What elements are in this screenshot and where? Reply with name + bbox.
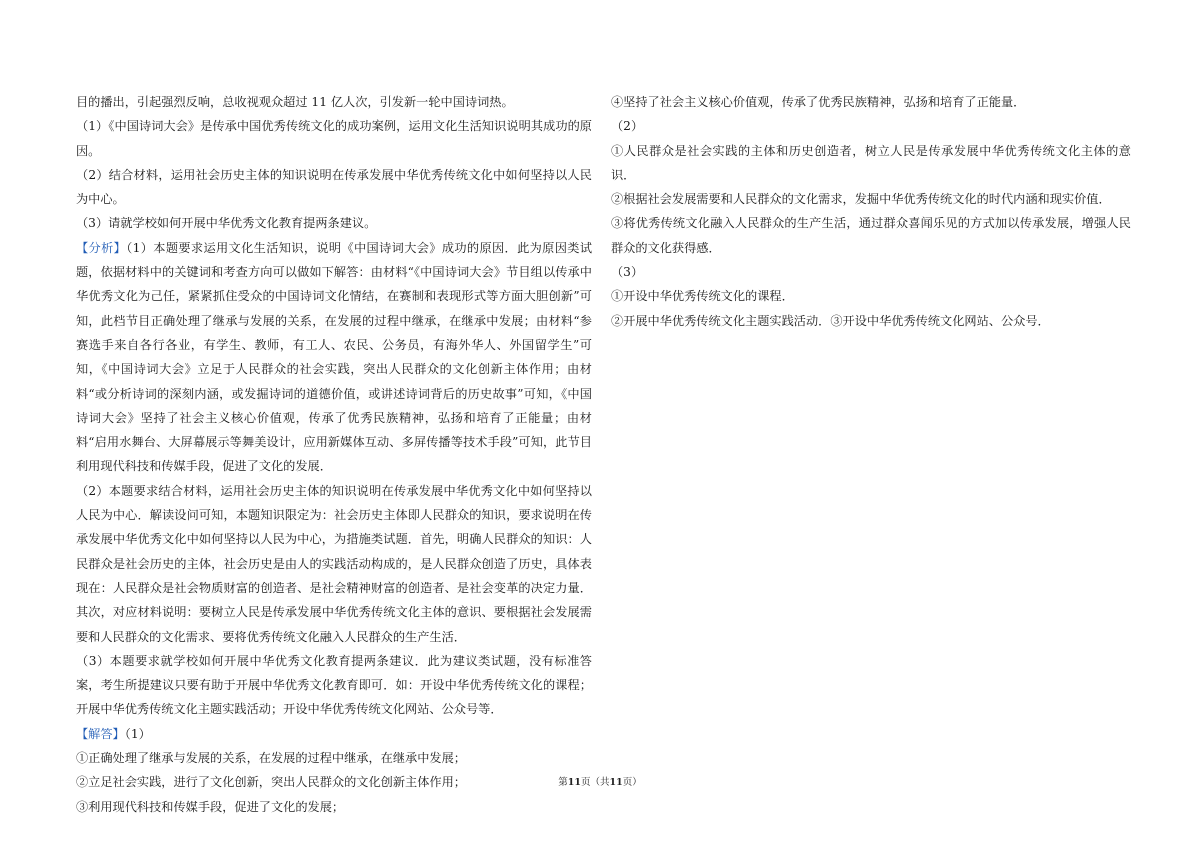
- right-column: [611, 90, 1131, 333]
- part2-item-3: ③将优秀传统文化融入人民群众的生产生活，通过群众喜闻乐见的方式加以传承发展，增强人民群众的文化获得感．: [611, 216, 1131, 255]
- answer-part-1-label: （1）: [124, 726, 151, 741]
- analysis-text-1: （1）本题要求运用文化生活知识，说明《中国诗词大会》成功的原因．此为原因类试题，依据材料中的关键词和考查方向可以做如下解答：由材料“《中国诗词大会》节目组以传承中华优秀文化为己任，紧紧抓住受众的中国诗词文化情结，在赛制和表现形式等方面大胆创新”可知，此档节目正确处理了继承与发展的关系，在发展的过程中继承，在继承中发展；由材料“参赛选手来自各行各业，有学生、教师，有工人、农民、公务员，有海外华人、外国留学生”可知，《中国诗词大会》立足于人民群众的社会实践，突出人民群众的文化创新主体作用；由材料“或分析诗词的深刻内涵，或发掘诗词的道德价值，或讲述诗词背后的历史故事”可知，《中国诗词大会》坚持了社会主义核心价值观，传承了优秀民族精神，弘扬和培育了正能量；由材料“启用水舞台、大屏幕展示等舞美设计，应用新媒体互动、多屏传播等技术手段”可知，此节目利用现代科技和传媒手段，促进了文化的发展．: [76, 240, 593, 474]
- answer-item-4: ④坚持了社会主义核心价值观，传承了优秀民族精神，弘扬和培育了正能量．: [611, 95, 1026, 109]
- question-2: （2）结合材料，运用社会历史主体的知识说明在传承发展中华优秀传统文化中如何坚持以人民为中心。: [76, 167, 592, 207]
- analysis-tag: 【分析】: [76, 240, 127, 255]
- answer-heading: [76, 722, 592, 746]
- footer-page-number: 11: [567, 777, 581, 788]
- page-footer: [0, 774, 1200, 788]
- question-1: （1）《中国诗词大会》是传承中国优秀传统文化的成功案例，运用文化生活知识说明其成功的原因。: [76, 119, 592, 158]
- analysis-paragraph-1: [76, 236, 592, 479]
- question-3: （3）请就学校如何开展中华优秀文化教育提两条建议。: [76, 216, 377, 231]
- footer-middle: 页（共: [580, 777, 610, 788]
- footer-prefix: 第: [558, 777, 568, 788]
- answer-part-2-label: （2）: [611, 119, 644, 134]
- footer-suffix: 页）: [622, 777, 642, 788]
- answer-item-2: ②立足社会实践，进行了文化创新，突出人民群众的文化创新主体作用；: [76, 775, 466, 790]
- analysis-paragraph-2: （2）本题要求结合材料，运用社会历史主体的知识说明在传承发展中华优秀文化中如何坚持以人民为中心．解读设问可知，本题知识限定为：社会历史主体即人民群众的知识，要求说明在传承发展中华优秀文化中如何坚持以人民为中心，为措施类试题．首先，明确人民群众的知识：人民群众是社会历史的主体，社会历史是由人的实践活动构成的，是人民群众创造了历史，具体表现在：人民群众是社会物质财富的创造者、是社会精神财富的创造者、是社会变革的决定力量．其次，对应材料说明：要树立人民是传承发展中华优秀传统文化主体的意识、要根据社会发展需要和人民群众的文化需求、要将优秀传统文化融入人民群众的生产生活．: [76, 483, 592, 644]
- part3-item-2: ②开展中华优秀传统文化主题实践活动．③开设中华优秀传统文化网站、公众号．: [611, 313, 1050, 328]
- answer-item-3: ③利用现代科技和传媒手段，促进了文化的发展；: [76, 799, 345, 814]
- part3-item-1: ①开设中华优秀传统文化的课程．: [611, 289, 794, 304]
- part2-item-2: ②根据社会发展需要和人民群众的文化需求，发掘中华优秀传统文化的时代内涵和现实价值．: [611, 192, 1111, 207]
- intro-paragraph: 目的播出，引起强烈反响，总收视观众超过 11 亿人次，引发新一轮中国诗词热。: [76, 95, 514, 109]
- answer-item-1: ①正确处理了继承与发展的关系，在发展的过程中继承，在继承中发展；: [76, 751, 466, 766]
- footer-total-pages: 11: [609, 777, 623, 788]
- left-column: [76, 90, 592, 819]
- answer-part-3-label: （3）: [611, 265, 644, 280]
- analysis-paragraph-3: （3）本题要求就学校如何开展中华优秀文化教育提两条建议．此为建议类试题，没有标准答案，考生所提建议只要有助于开展中华优秀文化教育即可．如：开设中华优秀传统文化的课程；开展中华优秀传统文化主题实践活动；开设中华优秀传统文化网站、公众号等．: [76, 653, 592, 717]
- part2-item-1: ①人民群众是社会实践的主体和历史创造者，树立人民是传承发展中华优秀传统文化主体的意识．: [611, 143, 1131, 182]
- answer-tag: 【解答】: [76, 726, 125, 741]
